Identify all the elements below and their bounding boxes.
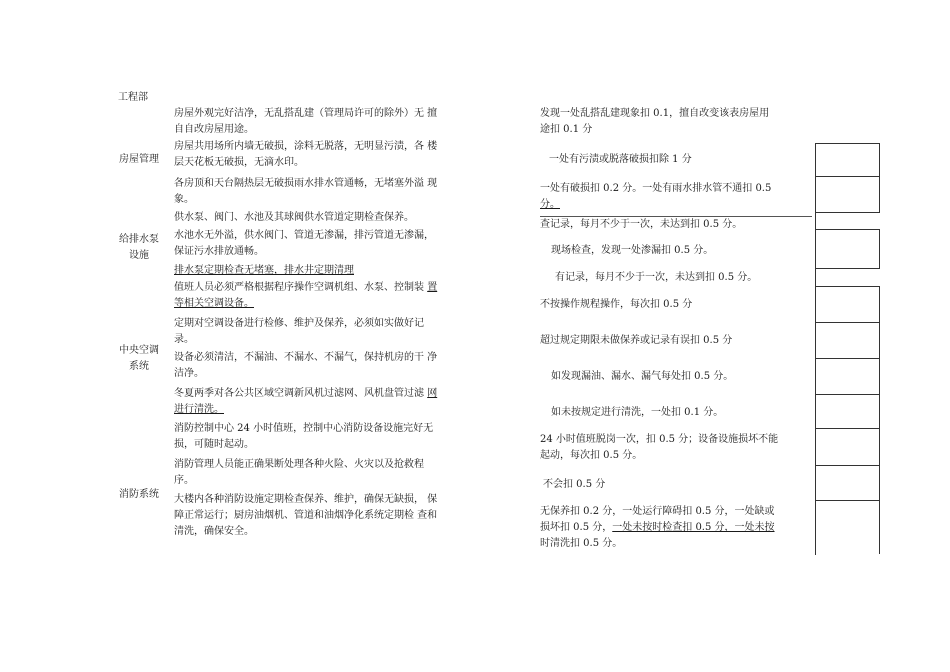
standard-item: 设备必须清洁，不漏油、不漏水、不漏气，保持机房的干 净 洁净。 — [174, 352, 438, 379]
deduction-item: 无保养扣 0.2 分，一处运行障碍扣 0.5 分，一处缺或 损坏扣 0.5 分，一处未按时检查扣 0.5 分，一处未按 时清洗扣 0.5 分。 — [540, 506, 775, 549]
standard-item: 水池水无外溢，供水阀门、管道无渗漏，排污管道无渗漏， 保证污水排放通畅。 — [174, 230, 434, 257]
standard-item: 房屋外观完好洁净，无乱搭乱建（管理局许可的除外）无 擅 自自改房屋用途。 — [174, 108, 438, 135]
table-border — [815, 428, 879, 429]
standard-item: 定期对空调设备进行检修、维护及保养，必须如实做好记 录。 — [174, 318, 424, 345]
table-border — [815, 143, 879, 144]
table-border — [815, 286, 879, 287]
deduction-item: 超过规定期限未做保养或记录有误扣 0.5 分 — [540, 335, 733, 346]
deduction-item: 不会扣 0.5 分 — [543, 479, 606, 490]
table-border — [815, 212, 879, 213]
table-border — [815, 176, 879, 177]
deduction-item: 24 小时值班脱岗一次，扣 0.5 分；设备设施损坏不能 起动，每次扣 0.5 分。 — [540, 434, 779, 461]
category-housing: 房屋管理 — [119, 154, 159, 165]
category-hvac: 中央空调 系统 — [119, 345, 159, 372]
category-fire: 消防系统 — [119, 489, 159, 500]
table-border — [815, 500, 879, 501]
deduction-item: 查记录，每月不少于一次，未达到扣 0.5 分。 — [540, 216, 812, 233]
table-border — [815, 322, 879, 323]
table-border — [815, 229, 879, 230]
table-border — [815, 358, 879, 359]
table-border — [815, 143, 816, 555]
standard-item: 冬夏两季对各公共区域空调新风机过滤网、风机盘管过滤 网 进行清洗。 — [174, 388, 438, 415]
standard-item: 值班人员必须严格根据程序操作空调机组、水泵、控制装 置 等相关空调设备。 — [174, 282, 438, 309]
deduction-item: 有记录，每月不少于一次，未达到扣 0.5 分。 — [555, 272, 758, 283]
deduction-item: 发现一处乱搭乱建现象扣 0.1，擅自改变该表房屋用 途扣 0.1 分 — [540, 108, 770, 135]
standard-item: 消防控制中心 24 小时值班，控制中心消防设备设施完好无 损，可随时起动。 — [174, 423, 434, 450]
standard-item: 房屋共用场所内墙无破损，涂料无脱落，无明显污渍，各 楼 层天花板无破损，无滴水印。 — [174, 141, 438, 168]
deduction-item: 现场检查，发现一处渗漏扣 0.5 分。 — [551, 245, 714, 256]
table-border — [815, 394, 879, 395]
deduction-item: 一处有破损扣 0.2 分。一处有雨水排水管不通扣 0.5 分。 — [540, 183, 772, 210]
table-border — [815, 268, 879, 269]
table-border — [879, 143, 880, 213]
standard-item: 各房顶和天台隔热层无破损雨水排水管通畅，无堵塞外溢 现 象。 — [174, 178, 438, 205]
standard-item: 大楼内各种消防设施定期检查保养、维护，确保无缺损， 保 障正常运行；厨房油烟机、管道和油烟净化系统定期检 查和 清洗，确保安全。 — [174, 494, 438, 537]
standard-item: 消防管理人员能正确果断处理各种火险、火灾以及抢救程 序。 — [174, 459, 424, 486]
standard-item: 排水泵定期检查无堵塞，排水井定期清理 — [174, 265, 354, 276]
deduction-item: 不按操作规程操作，每次扣 0.5 分 — [540, 299, 693, 310]
standard-item: 供水泵、阀门、水池及其球阀供水管道定期检查保养。 — [174, 212, 414, 223]
deduction-item: 一处有污渍或脱落破损扣除 1 分 — [549, 154, 692, 165]
table-border — [879, 286, 880, 554]
table-border — [815, 465, 879, 466]
department-label: 工程部 — [118, 92, 148, 103]
deduction-item: 如未按规定进行清洗，一处扣 0.1 分。 — [551, 407, 724, 418]
table-border — [879, 229, 880, 269]
category-water-pump: 给排水泵 设施 — [119, 234, 159, 261]
deduction-item: 如发现漏油、漏水、漏气每处扣 0.5 分。 — [551, 371, 734, 382]
